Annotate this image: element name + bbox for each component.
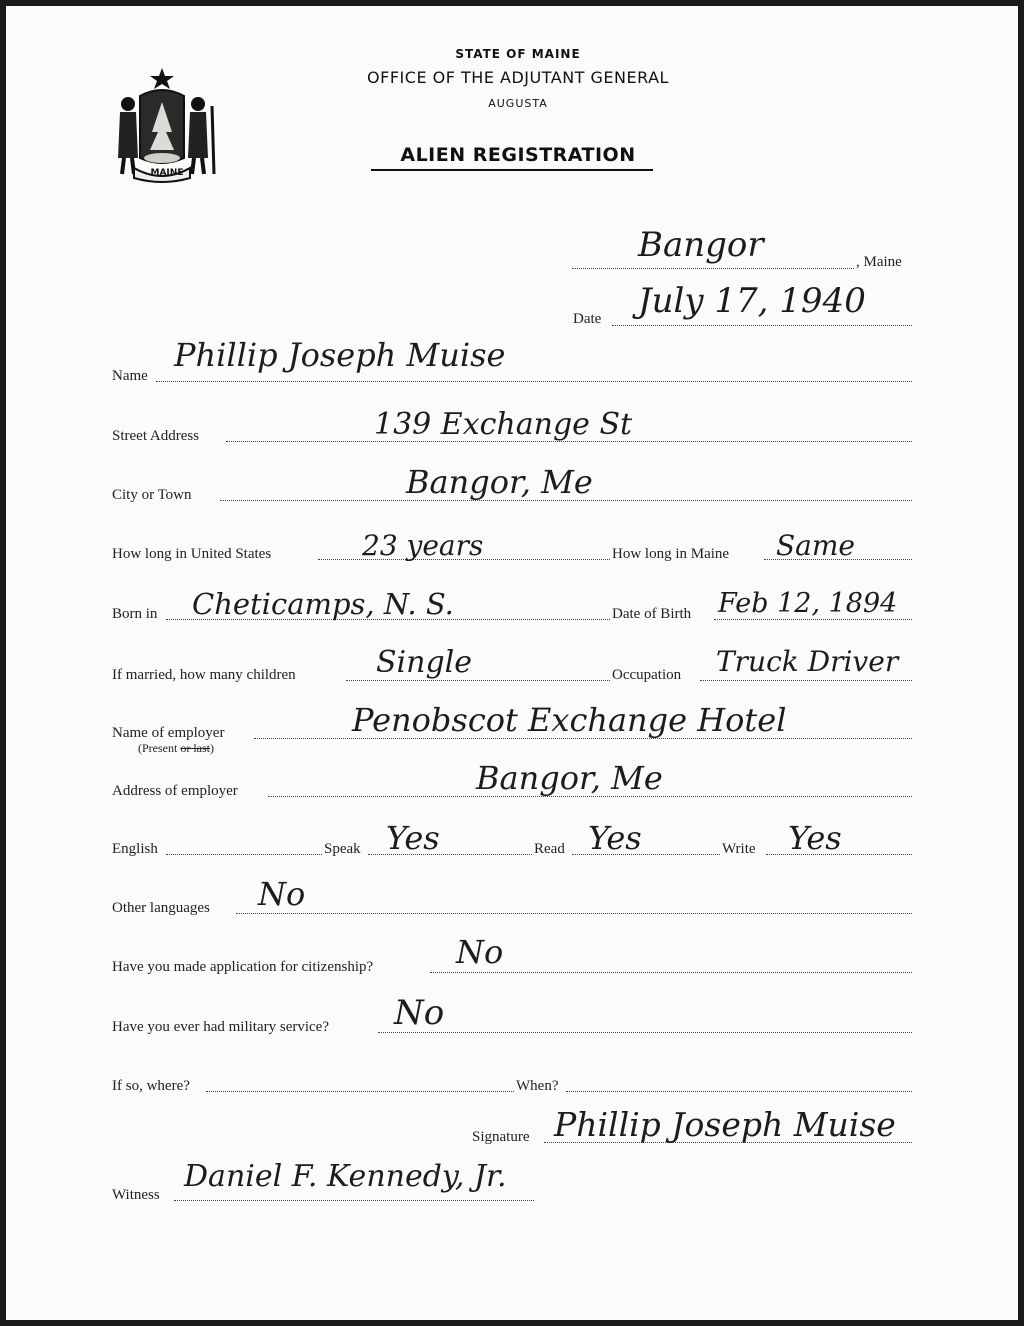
- witness-value: Daniel F. Kennedy, Jr.: [184, 1159, 507, 1194]
- born-in-value: Cheticamps, N. S.: [192, 587, 454, 621]
- employer-label: Name of employer: [112, 725, 225, 741]
- children-label: If married, how many children: [112, 667, 296, 683]
- occupation-label: Occupation: [612, 667, 682, 683]
- write-label: Write: [722, 841, 756, 857]
- signature-value: Phillip Joseph Muise: [554, 1105, 896, 1144]
- how-long-us-value: 23 years: [362, 529, 484, 562]
- present-or-last-note: [138, 741, 214, 756]
- other-languages-line: [236, 913, 912, 914]
- born-in-label: Born in: [112, 606, 158, 622]
- citizenship-value: No: [456, 933, 504, 971]
- maine-label: , Maine: [856, 254, 902, 270]
- witness-label: Witness: [112, 1187, 160, 1203]
- how-long-us-label: How long in United States: [112, 546, 272, 562]
- read-label: Read: [534, 841, 565, 857]
- title-underline: [371, 169, 653, 171]
- header-city: AUGUSTA: [488, 97, 548, 110]
- registration-form-page: [6, 6, 1018, 1320]
- english-label: English: [112, 841, 158, 857]
- street-label: Street Address: [112, 428, 200, 444]
- write-value: Yes: [788, 819, 842, 857]
- date-line: [612, 325, 912, 326]
- dob-value: Feb 12, 1894: [718, 588, 898, 619]
- date-label: Date: [573, 311, 602, 327]
- present-text: (Present: [138, 741, 181, 755]
- date-value: July 17, 1940: [638, 281, 866, 321]
- when-line: [566, 1091, 912, 1092]
- town-line: [572, 268, 854, 269]
- city-value: Bangor, Me: [406, 463, 593, 501]
- dob-line: [714, 619, 912, 620]
- occupation-line: [700, 680, 912, 681]
- read-value: Yes: [588, 819, 642, 857]
- military-line: [378, 1032, 912, 1033]
- street-value: 139 Exchange St: [374, 407, 633, 442]
- employer-address-value: Bangor, Me: [476, 759, 663, 797]
- employer-address-label: Address of employer: [112, 783, 238, 799]
- when-label: When?: [516, 1078, 559, 1094]
- signature-label: Signature: [472, 1129, 530, 1145]
- if-so-where-line: [206, 1091, 514, 1092]
- name-label: Name: [112, 368, 148, 384]
- page-title: ALIEN REGISTRATION: [400, 144, 636, 166]
- present-close: ): [210, 741, 214, 755]
- dob-label: Date of Birth: [612, 606, 692, 622]
- other-languages-label: Other languages: [112, 900, 210, 916]
- name-line: [156, 381, 912, 382]
- seal-banner-text: MAINE: [150, 168, 184, 178]
- town-value: Bangor: [638, 225, 764, 265]
- name-value: Phillip Joseph Muise: [174, 336, 506, 374]
- citizenship-line: [430, 972, 912, 973]
- witness-line: [174, 1200, 534, 1201]
- citizenship-label: Have you made application for citizenship?: [112, 959, 374, 975]
- header-office: OFFICE OF THE ADJUTANT GENERAL: [367, 68, 669, 87]
- speak-label: Speak: [324, 841, 361, 857]
- speak-value: Yes: [386, 819, 440, 857]
- children-value: Single: [376, 645, 473, 680]
- employer-value: Penobscot Exchange Hotel: [352, 701, 787, 739]
- header-state: STATE OF MAINE: [455, 47, 581, 61]
- other-languages-value: No: [258, 875, 306, 913]
- military-value: No: [394, 993, 445, 1033]
- military-label: Have you ever had military service?: [112, 1019, 329, 1035]
- children-line: [346, 680, 610, 681]
- how-long-maine-label: How long in Maine: [612, 546, 730, 562]
- english-line: [166, 854, 322, 855]
- if-so-where-label: If so, where?: [112, 1078, 190, 1094]
- occupation-value: Truck Driver: [716, 645, 899, 678]
- present-or-last-struck: or last: [180, 741, 210, 755]
- city-label: City or Town: [112, 487, 192, 503]
- how-long-maine-value: Same: [776, 529, 855, 562]
